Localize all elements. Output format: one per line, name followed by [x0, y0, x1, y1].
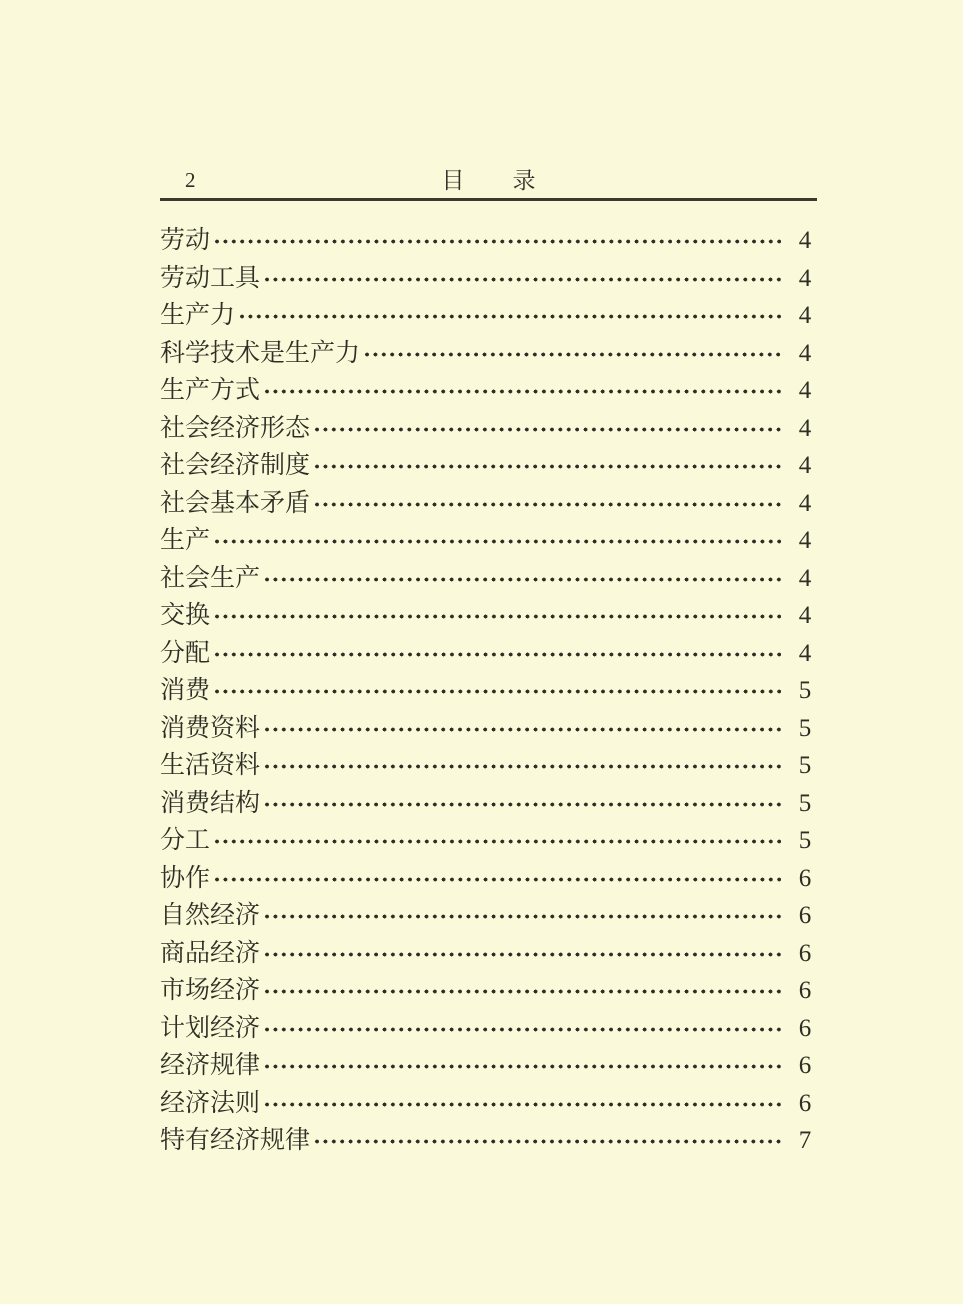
dot-leader: [263, 387, 781, 396]
toc-term: 商品经济: [160, 939, 261, 967]
toc-entry: [160, 560, 817, 598]
toc-term: 消费资料: [160, 714, 261, 742]
toc-entry: [160, 1085, 817, 1123]
toc-entry: [160, 222, 817, 260]
page-header: [160, 163, 817, 201]
dot-leader: [263, 762, 781, 771]
toc-term: 经济法则: [160, 1089, 261, 1117]
toc-term: 生产力: [160, 302, 236, 330]
toc-entry: [160, 822, 817, 860]
dot-leader: [213, 537, 781, 546]
dot-leader: [313, 500, 781, 509]
dot-leader: [213, 650, 781, 659]
dot-leader: [213, 837, 781, 846]
toc-page-number: 4: [798, 377, 812, 405]
toc-term: 社会生产: [160, 564, 261, 592]
toc-entry: [160, 260, 817, 298]
toc-entry: [160, 372, 817, 410]
dot-leader: [313, 425, 781, 434]
toc-page-number: 6: [798, 939, 812, 967]
page-title: 目录: [441, 168, 584, 193]
toc-page-number: 4: [798, 527, 812, 555]
toc-page-number: 4: [798, 414, 812, 442]
toc-page-number: 5: [798, 752, 812, 780]
toc-page-number: 4: [798, 264, 812, 292]
toc-entry: [160, 635, 817, 673]
toc-list: [160, 222, 817, 1160]
dot-leader: [263, 1025, 781, 1034]
toc-entry: [160, 522, 817, 560]
toc-entry: [160, 785, 817, 823]
dot-leader: [313, 1137, 781, 1146]
toc-page-number: 6: [798, 1052, 812, 1080]
folio-page-number: 2: [185, 168, 196, 192]
toc-page-number: 5: [798, 677, 812, 705]
dot-leader: [213, 875, 781, 884]
toc-term: 劳动: [160, 227, 211, 255]
toc-term: 社会基本矛盾: [160, 489, 311, 517]
dot-leader: [313, 462, 781, 471]
toc-page-number: 4: [798, 489, 812, 517]
toc-entry: [160, 860, 817, 898]
dot-leader: [263, 987, 781, 996]
dot-leader: [213, 237, 781, 246]
toc-term: 交换: [160, 602, 211, 630]
toc-page-number: 5: [798, 789, 812, 817]
toc-term: 市场经济: [160, 977, 261, 1005]
toc-term: 消费结构: [160, 789, 261, 817]
toc-term: 社会经济形态: [160, 414, 311, 442]
toc-page-number: 4: [798, 227, 812, 255]
dot-leader: [263, 950, 781, 959]
dot-leader: [263, 1100, 781, 1109]
toc-page-number: 6: [798, 977, 812, 1005]
toc-term: 分配: [160, 639, 211, 667]
toc-term: 生产: [160, 527, 211, 555]
toc-entry: [160, 447, 817, 485]
toc-term: 生活资料: [160, 752, 261, 780]
toc-entry: [160, 1122, 817, 1160]
toc-entry: [160, 485, 817, 523]
toc-term: 特有经济规律: [160, 1127, 311, 1155]
dot-leader: [213, 687, 781, 696]
dot-leader: [363, 350, 781, 359]
toc-entry: [160, 935, 817, 973]
dot-leader: [213, 612, 781, 621]
dot-leader: [263, 800, 781, 809]
dot-leader: [263, 725, 781, 734]
toc-page-number: 4: [798, 639, 812, 667]
toc-term: 科学技术是生产力: [160, 339, 361, 367]
dot-leader: [263, 275, 781, 284]
toc-entry: [160, 410, 817, 448]
toc-entry: [160, 747, 817, 785]
toc-entry: [160, 1010, 817, 1048]
toc-term: 经济规律: [160, 1052, 261, 1080]
toc-page-number: 6: [798, 902, 812, 930]
toc-page-number: 5: [798, 714, 812, 742]
toc-entry: [160, 297, 817, 335]
toc-entry: [160, 335, 817, 373]
toc-term: 计划经济: [160, 1014, 261, 1042]
toc-entry: [160, 1047, 817, 1085]
toc-page-number: 4: [798, 564, 812, 592]
toc-page-number: 4: [798, 602, 812, 630]
toc-page-number: 6: [798, 1014, 812, 1042]
dot-leader: [263, 1062, 781, 1071]
toc-term: 消费: [160, 677, 211, 705]
dot-leader: [263, 575, 781, 584]
toc-entry: [160, 710, 817, 748]
toc-term: 协作: [160, 864, 211, 892]
toc-term: 分工: [160, 827, 211, 855]
toc-page-number: 4: [798, 339, 812, 367]
toc-page-number: 6: [798, 1089, 812, 1117]
toc-entry: [160, 897, 817, 935]
toc-term: 生产方式: [160, 377, 261, 405]
toc-entry: [160, 972, 817, 1010]
toc-page-number: 7: [798, 1127, 812, 1155]
dot-leader: [238, 312, 781, 321]
toc-term: 劳动工具: [160, 264, 261, 292]
toc-page-number: 5: [798, 827, 812, 855]
toc-page-number: 4: [798, 302, 812, 330]
toc-term: 社会经济制度: [160, 452, 311, 480]
toc-entry: [160, 672, 817, 710]
toc-page-number: 6: [798, 864, 812, 892]
toc-term: 自然经济: [160, 902, 261, 930]
toc-page-number: 4: [798, 452, 812, 480]
dot-leader: [263, 912, 781, 921]
toc-entry: [160, 597, 817, 635]
